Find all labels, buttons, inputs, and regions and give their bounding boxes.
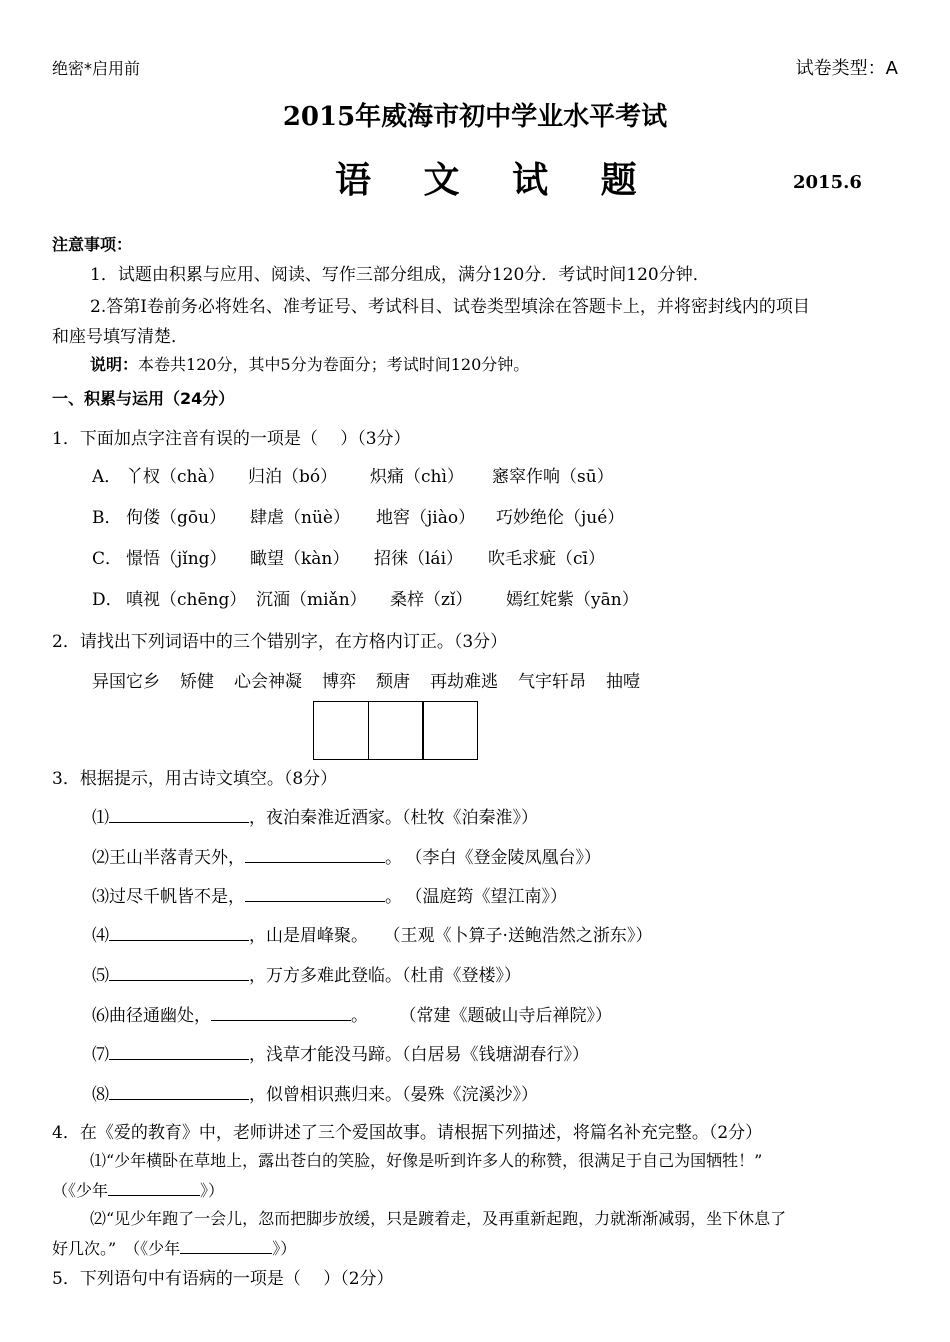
- line-number: ⑴: [92, 808, 109, 828]
- option-item: 桑梓（zǐ）: [390, 590, 473, 610]
- question-4-stem: 4．在《爱的教育》中，老师讲述了三个爱国故事。请根据下列描述，将篇名补充完整。（2分）: [52, 1123, 763, 1143]
- line-number: ⑵: [92, 848, 109, 868]
- line-post: ，夜泊秦淮近酒家。: [249, 808, 402, 828]
- note-item-2-line-1: 2.答第Ⅰ卷前务必将姓名、准考证号、考试科目、试卷类型填涂在答题卡上，并将密封线内的项目: [90, 297, 810, 317]
- line-source: （晏殊《浣溪沙》）: [402, 1085, 538, 1105]
- exam-title: 2015年威海市初中学业水平考试: [282, 102, 668, 132]
- option-item: 肆虐（nüè）: [250, 508, 350, 528]
- line-pre: 过尽千帆皆不是，: [109, 887, 245, 907]
- fill-blank[interactable]: [245, 883, 385, 902]
- option-letter: C．: [92, 549, 123, 569]
- correction-box-3[interactable]: [422, 701, 478, 760]
- fill-blank[interactable]: [109, 1081, 249, 1100]
- line-number: ⑶: [92, 887, 109, 907]
- question-4-part-1-line-1: ⑴“少年横卧在草地上，露出苍白的笑脸，好像是听到许多人的称赞，很满足于自己为国牺牲！”: [90, 1151, 763, 1170]
- option-item: 憬悟（jǐng）: [126, 549, 227, 569]
- line-source: （温庭筠《望江南》）: [414, 887, 567, 907]
- option-item: 炽痛（chì）: [370, 467, 464, 487]
- question-2-stem: 2．请找出下列词语中的三个错别字，在方格内订正。（3分）: [52, 632, 508, 652]
- fill-blank[interactable]: [108, 1177, 200, 1196]
- explanation-text: 本卷共120分，其中5分为卷面分；考试时间120分钟。: [138, 355, 530, 374]
- option-item: 招徕（lái）: [374, 549, 464, 569]
- line-post: ，浅草才能没马蹄。: [249, 1045, 402, 1065]
- line-number: ⑻: [92, 1085, 109, 1105]
- subject-title: 语 文 试 题: [335, 159, 657, 201]
- poem-line-8: [92, 1080, 538, 1105]
- fill-blank[interactable]: [109, 1041, 249, 1060]
- option-item: 巧妙绝伦（jué）: [496, 508, 625, 528]
- poem-line-6: [92, 1001, 612, 1026]
- poem-line-5: [92, 961, 521, 986]
- option-item: 嗔视（chēng）: [126, 590, 247, 610]
- fill-blank[interactable]: [245, 844, 385, 863]
- option-letter: D．: [92, 590, 123, 610]
- word-item: 心会神凝: [234, 672, 302, 692]
- line-source: （李白《登金陵凤凰台》）: [414, 848, 601, 868]
- correction-box-1[interactable]: [313, 701, 369, 760]
- line-source: （杜牧《泊秦淮》）: [402, 808, 538, 828]
- word-item: 异国它乡: [92, 672, 160, 692]
- question-1-stem: 1．下面加点字注音有误的一项是（ ）（3分）: [52, 429, 411, 449]
- poem-line-4: [92, 921, 652, 946]
- option-item: 归泊（bó）: [248, 467, 338, 487]
- note-item-1: 1．试题由积累与应用、阅读、写作三部分组成，满分120分．考试时间120分钟．: [90, 265, 710, 285]
- option-item: 瞰望（kàn）: [250, 549, 350, 569]
- option-letter: B．: [92, 508, 122, 528]
- line-source: （常建《题破山寺后禅院》）: [408, 1006, 612, 1026]
- line-post: 。: [351, 1006, 368, 1026]
- question-4-part-1-line-2: [52, 1177, 224, 1201]
- fill-blank[interactable]: [109, 922, 249, 941]
- explanation: [90, 352, 529, 375]
- line-number: ⑸: [92, 966, 109, 986]
- question-1-option-a[interactable]: [92, 462, 614, 487]
- line-pre: 王山半落青天外，: [109, 848, 245, 868]
- word-item: 博弈: [322, 672, 356, 692]
- option-item: 吹毛求疵（cī）: [488, 549, 605, 569]
- option-item: 地窖（jiào）: [376, 508, 476, 528]
- part-post: 》）: [272, 1239, 297, 1258]
- word-item: 再劫难逃: [430, 672, 498, 692]
- word-item: 抽噎: [606, 672, 640, 692]
- line-pre: 曲径通幽处，: [109, 1006, 211, 1026]
- paper-type-label: 试卷类型：A: [795, 58, 898, 79]
- fill-blank[interactable]: [211, 1002, 351, 1021]
- poem-line-1: [92, 803, 538, 828]
- question-3-stem: 3．根据提示，用古诗文填空。（8分）: [52, 769, 338, 789]
- line-number: ⑹: [92, 1006, 109, 1026]
- option-item: 嫣红姹紫（yān）: [506, 590, 639, 610]
- line-source: （王观《卜算子·送鲍浩然之浙东》）: [392, 926, 653, 946]
- correction-boxes: [313, 701, 478, 760]
- exam-date: 2015.6: [793, 172, 862, 193]
- poem-line-3: [92, 882, 567, 907]
- part-pre: （《少年: [52, 1181, 109, 1200]
- option-item: 丫杈（chà）: [126, 467, 225, 487]
- note-item-2-line-2: 和座号填写清楚．: [52, 327, 188, 347]
- line-number: ⑷: [92, 926, 109, 946]
- question-4-part-2-line-2: [52, 1235, 296, 1259]
- line-post: ，似曾相识燕归来。: [249, 1085, 402, 1105]
- question-1-option-b[interactable]: [92, 503, 624, 528]
- line-source: （白居易《钱塘湖春行》）: [402, 1045, 589, 1065]
- question-1-option-d[interactable]: [92, 585, 639, 610]
- option-item: 窸窣作响（sū）: [492, 467, 614, 487]
- line-post: 。: [385, 848, 402, 868]
- line-post: ，万方多难此登临。: [249, 966, 402, 986]
- question-1-option-c[interactable]: [92, 544, 605, 569]
- word-item: 气宇轩昂: [518, 672, 586, 692]
- confidential-label: 绝密*启用前: [52, 59, 141, 78]
- fill-blank[interactable]: [109, 804, 249, 823]
- line-post: 。: [385, 887, 402, 907]
- line-post: ，山是眉峰聚。: [249, 926, 368, 946]
- word-item: 颓唐: [376, 672, 410, 692]
- option-letter: A．: [92, 467, 122, 487]
- poem-line-2: [92, 843, 601, 868]
- part-pre: 好几次。” （《少年: [52, 1239, 181, 1258]
- question-4-part-2-line-1: ⑵“见少年跑了一会儿，忽而把脚步放缓，只是踱着走，及再重新起跑，力就渐渐减弱，坐下休息了: [90, 1209, 787, 1228]
- word-item: 矫健: [180, 672, 214, 692]
- poem-line-7: [92, 1040, 589, 1065]
- question-5-stem: 5．下列语句中有语病的一项是（ ）（2分）: [52, 1269, 394, 1289]
- notes-heading: 注意事项：: [52, 235, 133, 254]
- explanation-label: 说明：: [90, 355, 139, 374]
- correction-box-2[interactable]: [368, 701, 424, 760]
- fill-blank[interactable]: [109, 962, 249, 981]
- option-item: 沉湎（miǎn）: [256, 590, 367, 610]
- option-item: 佝偻（gōu）: [126, 508, 227, 528]
- part-post: 》）: [200, 1181, 225, 1200]
- line-number: ⑺: [92, 1045, 109, 1065]
- question-2-word-list: [92, 667, 640, 692]
- section-1-heading: 一、积累与运用（24分）: [52, 389, 235, 408]
- fill-blank[interactable]: [180, 1235, 272, 1254]
- line-source: （杜甫《登楼》）: [402, 966, 521, 986]
